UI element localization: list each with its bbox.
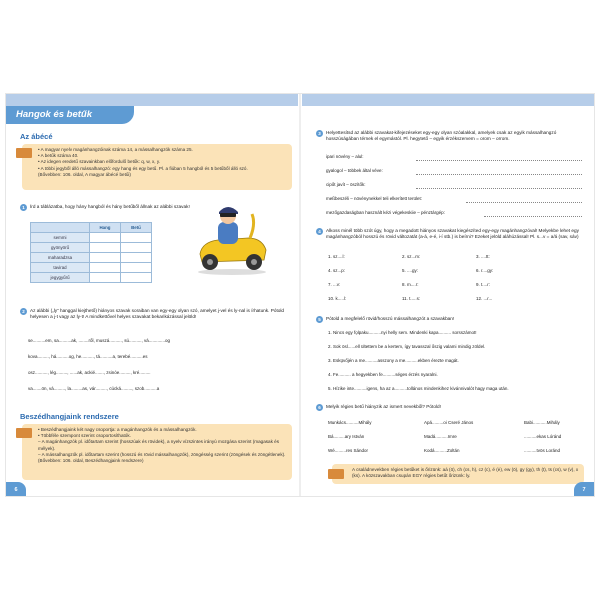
- answer-line[interactable]: [466, 202, 582, 203]
- beszed-note-line: – A magánhangzók pl. időtartam szerint (hosszúak és rövidek), a nyelv vízszintes irányú mozgása szerint (magasak és mélyek).: [38, 439, 280, 451]
- table-header-betu: Betű: [121, 223, 152, 233]
- exercise-number: 3: [316, 130, 323, 137]
- abc-note-line: (Bővebben: 106. oldal, A magyar ábécé betűi): [38, 171, 131, 177]
- hang-cell[interactable]: [90, 233, 121, 243]
- pencil-icon: [16, 428, 32, 438]
- q4-item[interactable]: 2. sz...m:: [402, 254, 421, 259]
- section-title-beszed: Beszédhangjaink rendszere: [20, 412, 119, 421]
- beszed-note-line: • Beszédhangjaink két nagy csoportja: a magánhangzók és a mássalhangzók.: [38, 427, 197, 432]
- q4-item[interactable]: 4. sz...p:: [328, 268, 346, 273]
- hang-cell[interactable]: [90, 263, 121, 273]
- chapter-title: Hangok és betűk: [6, 106, 134, 124]
- pencil-icon: [16, 148, 32, 158]
- betu-cell[interactable]: [121, 243, 152, 253]
- table-word: semmi: [31, 233, 90, 243]
- section-title-abc: Az ábécé: [20, 132, 53, 141]
- q6-item[interactable]: Kodá..........Zoltán: [424, 448, 460, 453]
- exercise-2-text: Az alábbi („ly” hanggal kiejthető) hiányos szavak soraiban van egy-egy olyan szó, amelyet j-vel és ly-nal is írhatunk. Pótold helyesen a j-t vagy az ly-t! A mindkettővel helyes szavakat bekarikázással jelöld!: [30, 308, 285, 319]
- answer-line[interactable]: [416, 174, 582, 175]
- page-gutter: [299, 94, 301, 496]
- q3-item: meßbeszéli – növénynekkel teli elkerített terület:: [326, 196, 423, 201]
- beszed-note-line: (Bővebben: 106. oldal, Beszédhangjaink rendszere): [38, 458, 144, 464]
- q4-item[interactable]: 1. sz....l:: [328, 254, 345, 259]
- page-number-left: 6: [6, 482, 26, 496]
- q5-item[interactable]: 2. Sok ösl......ell ültettem be a kertem, így tavasszal őszig valami mindig zöldel.: [328, 344, 486, 349]
- pencil-icon: [328, 469, 344, 479]
- exercise-number: 1: [20, 204, 27, 211]
- book-spread: [6, 94, 594, 496]
- page-number-right: 7: [574, 482, 594, 496]
- table-corner: [31, 223, 90, 233]
- exercise-number: 5: [316, 316, 323, 323]
- exercise-1-text: Írd a táblázatba, hogy hány hangból és hány betűből állnak az alábbi szavak!: [30, 204, 190, 209]
- betu-cell[interactable]: [121, 233, 152, 243]
- q4-item[interactable]: 9. t....r:: [476, 282, 491, 287]
- hang-cell[interactable]: [90, 273, 121, 283]
- header-band-left: [6, 94, 298, 106]
- q6-item[interactable]: ..........ekas Lóránd: [524, 434, 562, 439]
- exercise-5-text: Pótold a megfelelő rövid/hosszú mássalhangzót a szavakban!: [326, 316, 455, 321]
- fill-row[interactable]: va.......ön, vá........., la.........as, vár........., cúcká........., szob..........a: [28, 386, 160, 391]
- exercise-number: 2: [20, 308, 27, 315]
- q4-item[interactable]: 11. t.....s:: [402, 296, 421, 301]
- hang-cell[interactable]: [90, 253, 121, 263]
- abc-info-box: [22, 144, 292, 190]
- q4-item[interactable]: 7. ...v:: [328, 282, 341, 287]
- exercise-number: 6: [316, 404, 323, 411]
- betu-cell[interactable]: [121, 263, 152, 273]
- answer-line[interactable]: [416, 188, 582, 189]
- fill-row[interactable]: osz.........., lég........., ......ak, ackié......., zsinóe........., kré.........: [28, 370, 151, 375]
- q6-item[interactable]: Babi...........Mihály: [524, 420, 560, 425]
- abc-note-line: • A magyar nyelv magánhangzóinak száma 14, a mássalhangzók száma 25.: [38, 147, 193, 152]
- q6-note-text: A családnevekben régies betűket is őrizünk: aá (ö), ch (cs, h), cz (c), é (ė), ew (ö), gy (gy), th (t), ts (cs), w (v), x (ks). A közszavakban csupán EGY régies betűt őrizünk: ly.: [352, 467, 579, 479]
- table-word: jegygyűrű: [31, 273, 90, 283]
- q6-item[interactable]: Munkács..........Mihály: [328, 420, 372, 425]
- abc-note-line: • A betűk száma 40.: [38, 153, 79, 159]
- beszed-note-line: • Többféle szempont szerint csoportosíthatók.: [38, 433, 131, 439]
- abc-note-line: • Az idegen eredetű szavainkban előfordulő betűk: q, w, x, y.: [38, 159, 161, 165]
- header-band-right: [302, 94, 594, 106]
- q6-item[interactable]: Wé.........res Sándor: [328, 448, 369, 453]
- answer-line[interactable]: [484, 216, 582, 217]
- betu-cell[interactable]: [121, 273, 152, 283]
- q3-item: ipari növény – alul:: [326, 154, 364, 159]
- q6-item[interactable]: Madá..........Imre: [424, 434, 457, 439]
- exercise-4-text: Alkoss minél több szót úgy, hogy a megadott hiányos szavakat kiegészíted egy-egy magánhangzóval! Melyekbe lehet egy magánhangzóból hosszú és rövid változatát (a-á, e-é, i-í stb.) is beírni? Ezeket jelöld aláhúzással! Pl. s...v = a/á (sav, sáv): [326, 228, 579, 239]
- beszed-note-line: – A mássalhangzók pl. időtartam szerint (hosszú és rövid mássalhangzók), zöngésség szerint (zöngések és zöngétlenek).: [38, 451, 286, 457]
- table-word: tavirad: [31, 263, 90, 273]
- beszed-info-box: [22, 424, 292, 480]
- betu-cell[interactable]: [121, 253, 152, 263]
- letters-table: [30, 222, 152, 283]
- fill-row[interactable]: kova........., há..........og, he.........., tá..........a, terebé..........es: [28, 354, 148, 359]
- q4-item[interactable]: 6. r....gy:: [476, 268, 494, 273]
- q5-item[interactable]: 4. Fe.......... a hegyekben fe..........séges érzés nyaralni.: [328, 372, 438, 377]
- q3-item: gyalogol – többek által véve:: [326, 168, 383, 173]
- q4-item[interactable]: 3. ....tt:: [476, 254, 490, 259]
- table-word: maharadzsa: [31, 253, 90, 263]
- q6-item[interactable]: ..........tvös Loránd: [524, 448, 561, 453]
- table-word: gyönyörű: [31, 243, 90, 253]
- boy-in-go-kart-illustration: [192, 204, 272, 276]
- q5-item[interactable]: 3. Eskü̱vőjén a me..........asszony a me..........ekben érezte magát.: [328, 358, 459, 363]
- hang-cell[interactable]: [90, 243, 121, 253]
- exercise-3-text: Helyettesítsd az alábbi szavakat-kifejezéseket egy-egy olyan szóalakkal, amelyek csak az egyik mássalhangzó hosszúságában térnek el egymástól. Pl. hegytető – egyik érzékszervem = orom – orrom.: [326, 130, 557, 141]
- q4-item[interactable]: 12. ...r...: [476, 296, 493, 301]
- q4-item[interactable]: 8. m....r:: [402, 282, 419, 287]
- answer-line[interactable]: [416, 160, 582, 161]
- q6-item[interactable]: Bá.........ary István: [328, 434, 365, 439]
- abc-note-line: • A többi jegyből álló mássalhangzó: egy hang és egy betű. Pl. a fiúban 5 hangból és 5 betűből álló szó.: [38, 165, 248, 171]
- fill-row[interactable]: se..........em, sa..........ak, ........ről, muszá.........., sú.........., vá.............og: [28, 338, 171, 343]
- q4-item[interactable]: 5. ....gy:: [402, 268, 419, 273]
- exercise-6-text: Melyik régies betű hiányzik az ismert nevekből? Pótold!: [326, 404, 441, 409]
- q5-item[interactable]: 5. Hízike inte..........igens, ha az a..........tollános mindenkihez kivánnivalót hagy maga után.: [328, 386, 509, 391]
- q5-item[interactable]: 1. Nincs egy fo̱lpaku..........nyi helly sem. Mindenki kapa.......... sorsszámot!: [328, 330, 477, 335]
- exercise-number: 4: [316, 228, 323, 235]
- q3-item: cipőt javít – öszítők:: [326, 182, 366, 187]
- q3-item: mezőgazdaságban használt kézi végekeskiie – pénztárgép:: [326, 210, 445, 215]
- q6-item[interactable]: Apá.........oi Cseré János: [424, 420, 474, 425]
- q6-info-box: [332, 464, 584, 484]
- q4-item[interactable]: 10. k.....l:: [328, 296, 347, 301]
- table-header-hang: Hang: [90, 223, 121, 233]
